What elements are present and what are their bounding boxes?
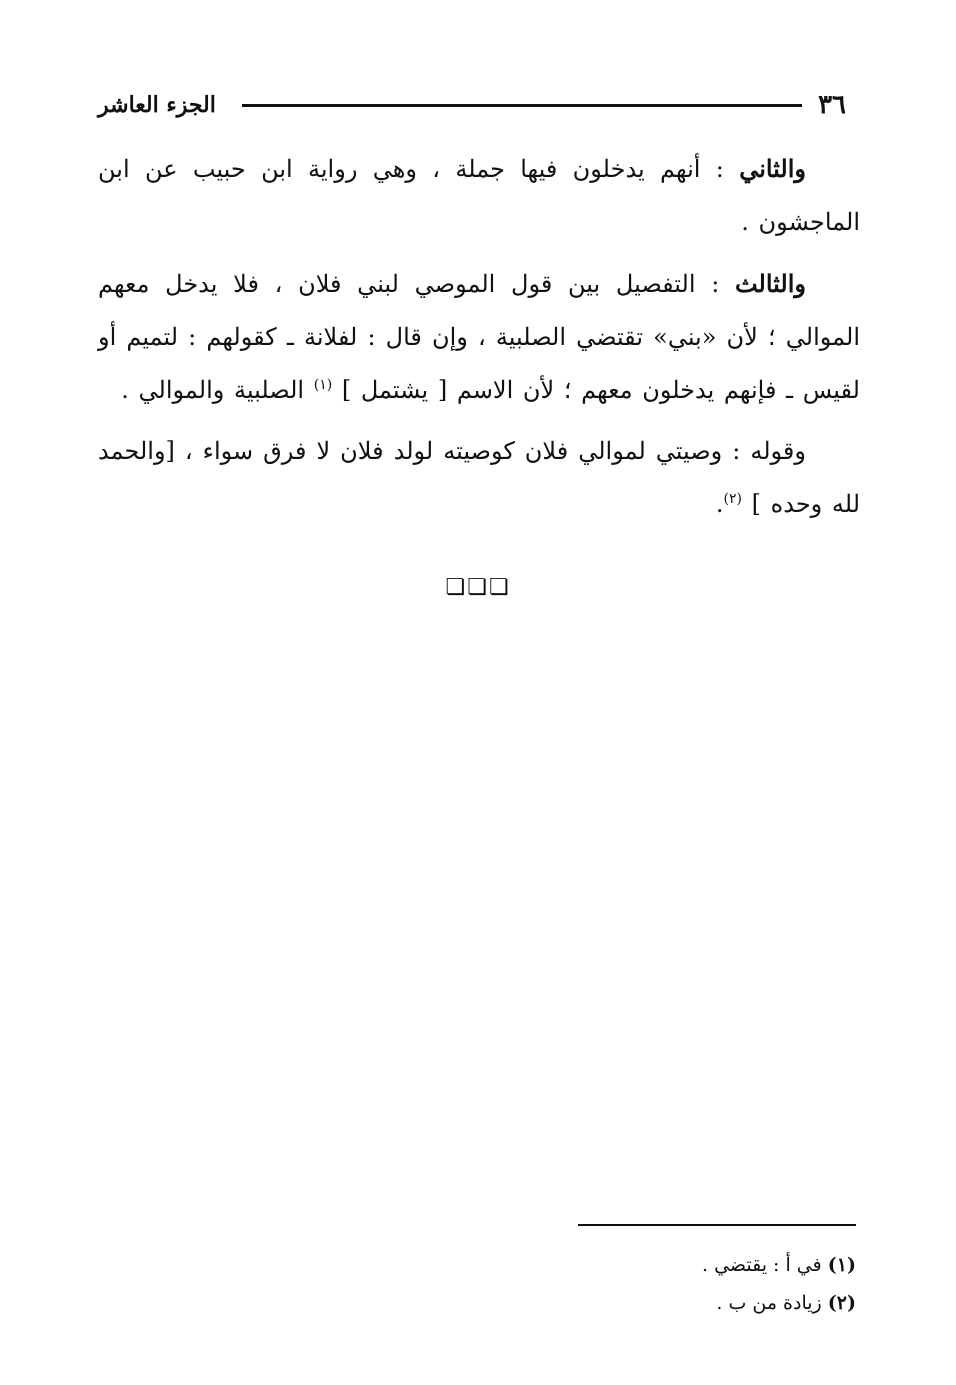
paragraph-text: : أنهم يدخلون فيها جملة ، وهي رواية ابن حبيب عن ابن الماجشون . (98, 155, 860, 236)
footnote (560, 1246, 856, 1284)
paragraph-second (98, 142, 860, 249)
footnote-number: (١) (827, 1254, 856, 1276)
paragraph-lead: والثالث (734, 269, 806, 298)
footnote-number: (٢) (827, 1292, 856, 1314)
main-text (98, 142, 860, 539)
footnote-ref: (٢) (723, 491, 743, 507)
footnote-ref: (١) (313, 377, 333, 393)
paragraph-saying (98, 425, 860, 531)
paragraph-text: . (715, 490, 724, 518)
footnote-text: في أ : يقتضي . (701, 1254, 822, 1276)
footnote-text: زيادة من ب . (716, 1292, 822, 1314)
footnotes (560, 1246, 856, 1322)
volume-title: الجزء العاشر (98, 92, 216, 118)
paragraph-text: : التفصيل بين قول الموصي لبني فلان ، فلا يدخل معهم الموالي ؛ لأن «بني» تقتضي الصلبية ، وإن قال : لفلانة ـ كقولهم : لتميم أو لقيس ـ فإنهم يدخلون معهم ؛ لأن الاسم [ يشتمل ] (98, 270, 860, 404)
page-header (98, 88, 860, 128)
footnote (560, 1284, 856, 1322)
footnote-rule (578, 1224, 856, 1226)
page-number: ٣٦ (818, 90, 846, 120)
paragraph-third (98, 257, 860, 417)
paragraph-text: وقوله : وصيتي لموالي فلان كوصيته لولد فلان لا فرق سواء ، [والحمد لله وحده ] (98, 437, 860, 518)
section-ornament: ❏❏❏ (445, 575, 511, 600)
header-rule (242, 104, 802, 107)
paragraph-text: الصلبية والموالي . (121, 376, 305, 404)
paragraph-lead: والثاني (739, 154, 806, 183)
